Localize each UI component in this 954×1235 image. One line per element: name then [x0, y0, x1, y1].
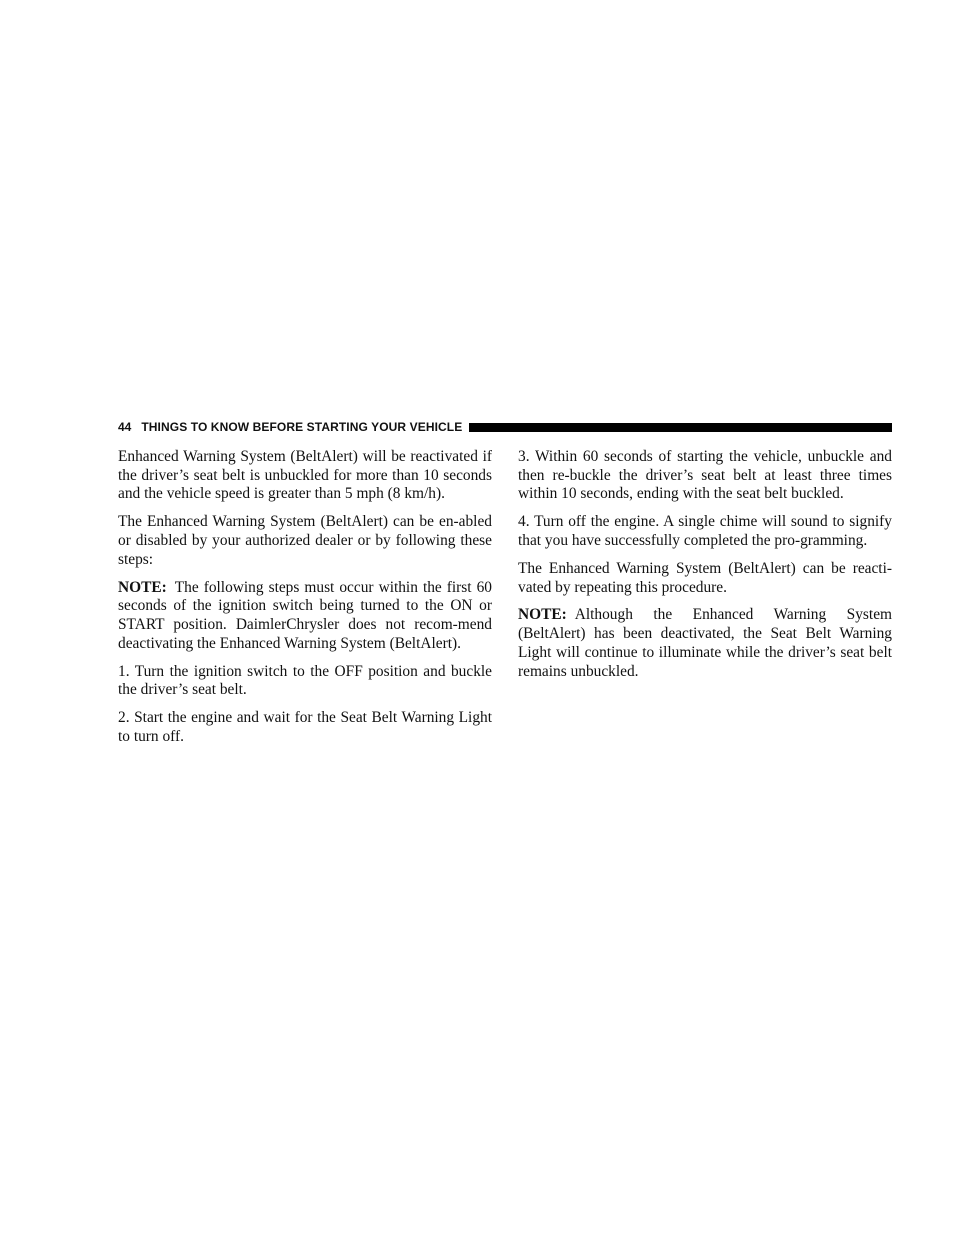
header-rule	[469, 423, 892, 432]
paragraph-reactivation-conditions: Enhanced Warning System (BeltAlert) will be reactivated if the driver’s seat belt is unbuckled for more than 10 seconds and the vehicle speed is greater than 5 mph (8 km/h).	[118, 448, 492, 503]
step-2: 2. Start the engine and wait for the Seat Belt Warning Light to turn off.	[118, 709, 492, 745]
note-label: NOTE:	[518, 606, 567, 624]
note-label: NOTE:	[118, 578, 167, 596]
note-paragraph-deactivated	[518, 606, 892, 681]
right-column	[518, 448, 892, 690]
paragraph-enable-disable: The Enhanced Warning System (BeltAlert) can be en-abled or disabled by your authorized dealer or by following these steps:	[118, 513, 492, 568]
left-column	[118, 448, 492, 756]
page-header	[118, 419, 892, 435]
page-number: 44	[118, 420, 132, 434]
note-paragraph-timing	[118, 579, 492, 654]
step-3: 3. Within 60 seconds of starting the vehicle, unbuckle and then re-buckle the driver’s seat belt at least three times within 10 seconds, ending with the seat belt buckled.	[518, 448, 892, 503]
note-text: The following steps must occur within the first 60 seconds of the ignition switch being turned to the ON or START position. DaimlerChrysler does not recom-mend deactivating the Enhanced Warning System (BeltAlert).	[118, 578, 492, 652]
step-1: 1. Turn the ignition switch to the OFF position and buckle the driver’s seat belt.	[118, 662, 492, 699]
note-text: Although the Enhanced Warning System (BeltAlert) has been deactivated, the Seat Belt Warning Light will continue to illuminate while the driver’s seat belt remains unbuckled.	[518, 606, 892, 680]
step-4: 4. Turn off the engine. A single chime will sound to signify that you have successfully completed the pro-gramming.	[518, 513, 892, 549]
section-title: THINGS TO KNOW BEFORE STARTING YOUR VEHICLE	[141, 420, 463, 434]
paragraph-reactivate: The Enhanced Warning System (BeltAlert) can be reacti-vated by repeating this procedure.	[518, 559, 892, 596]
